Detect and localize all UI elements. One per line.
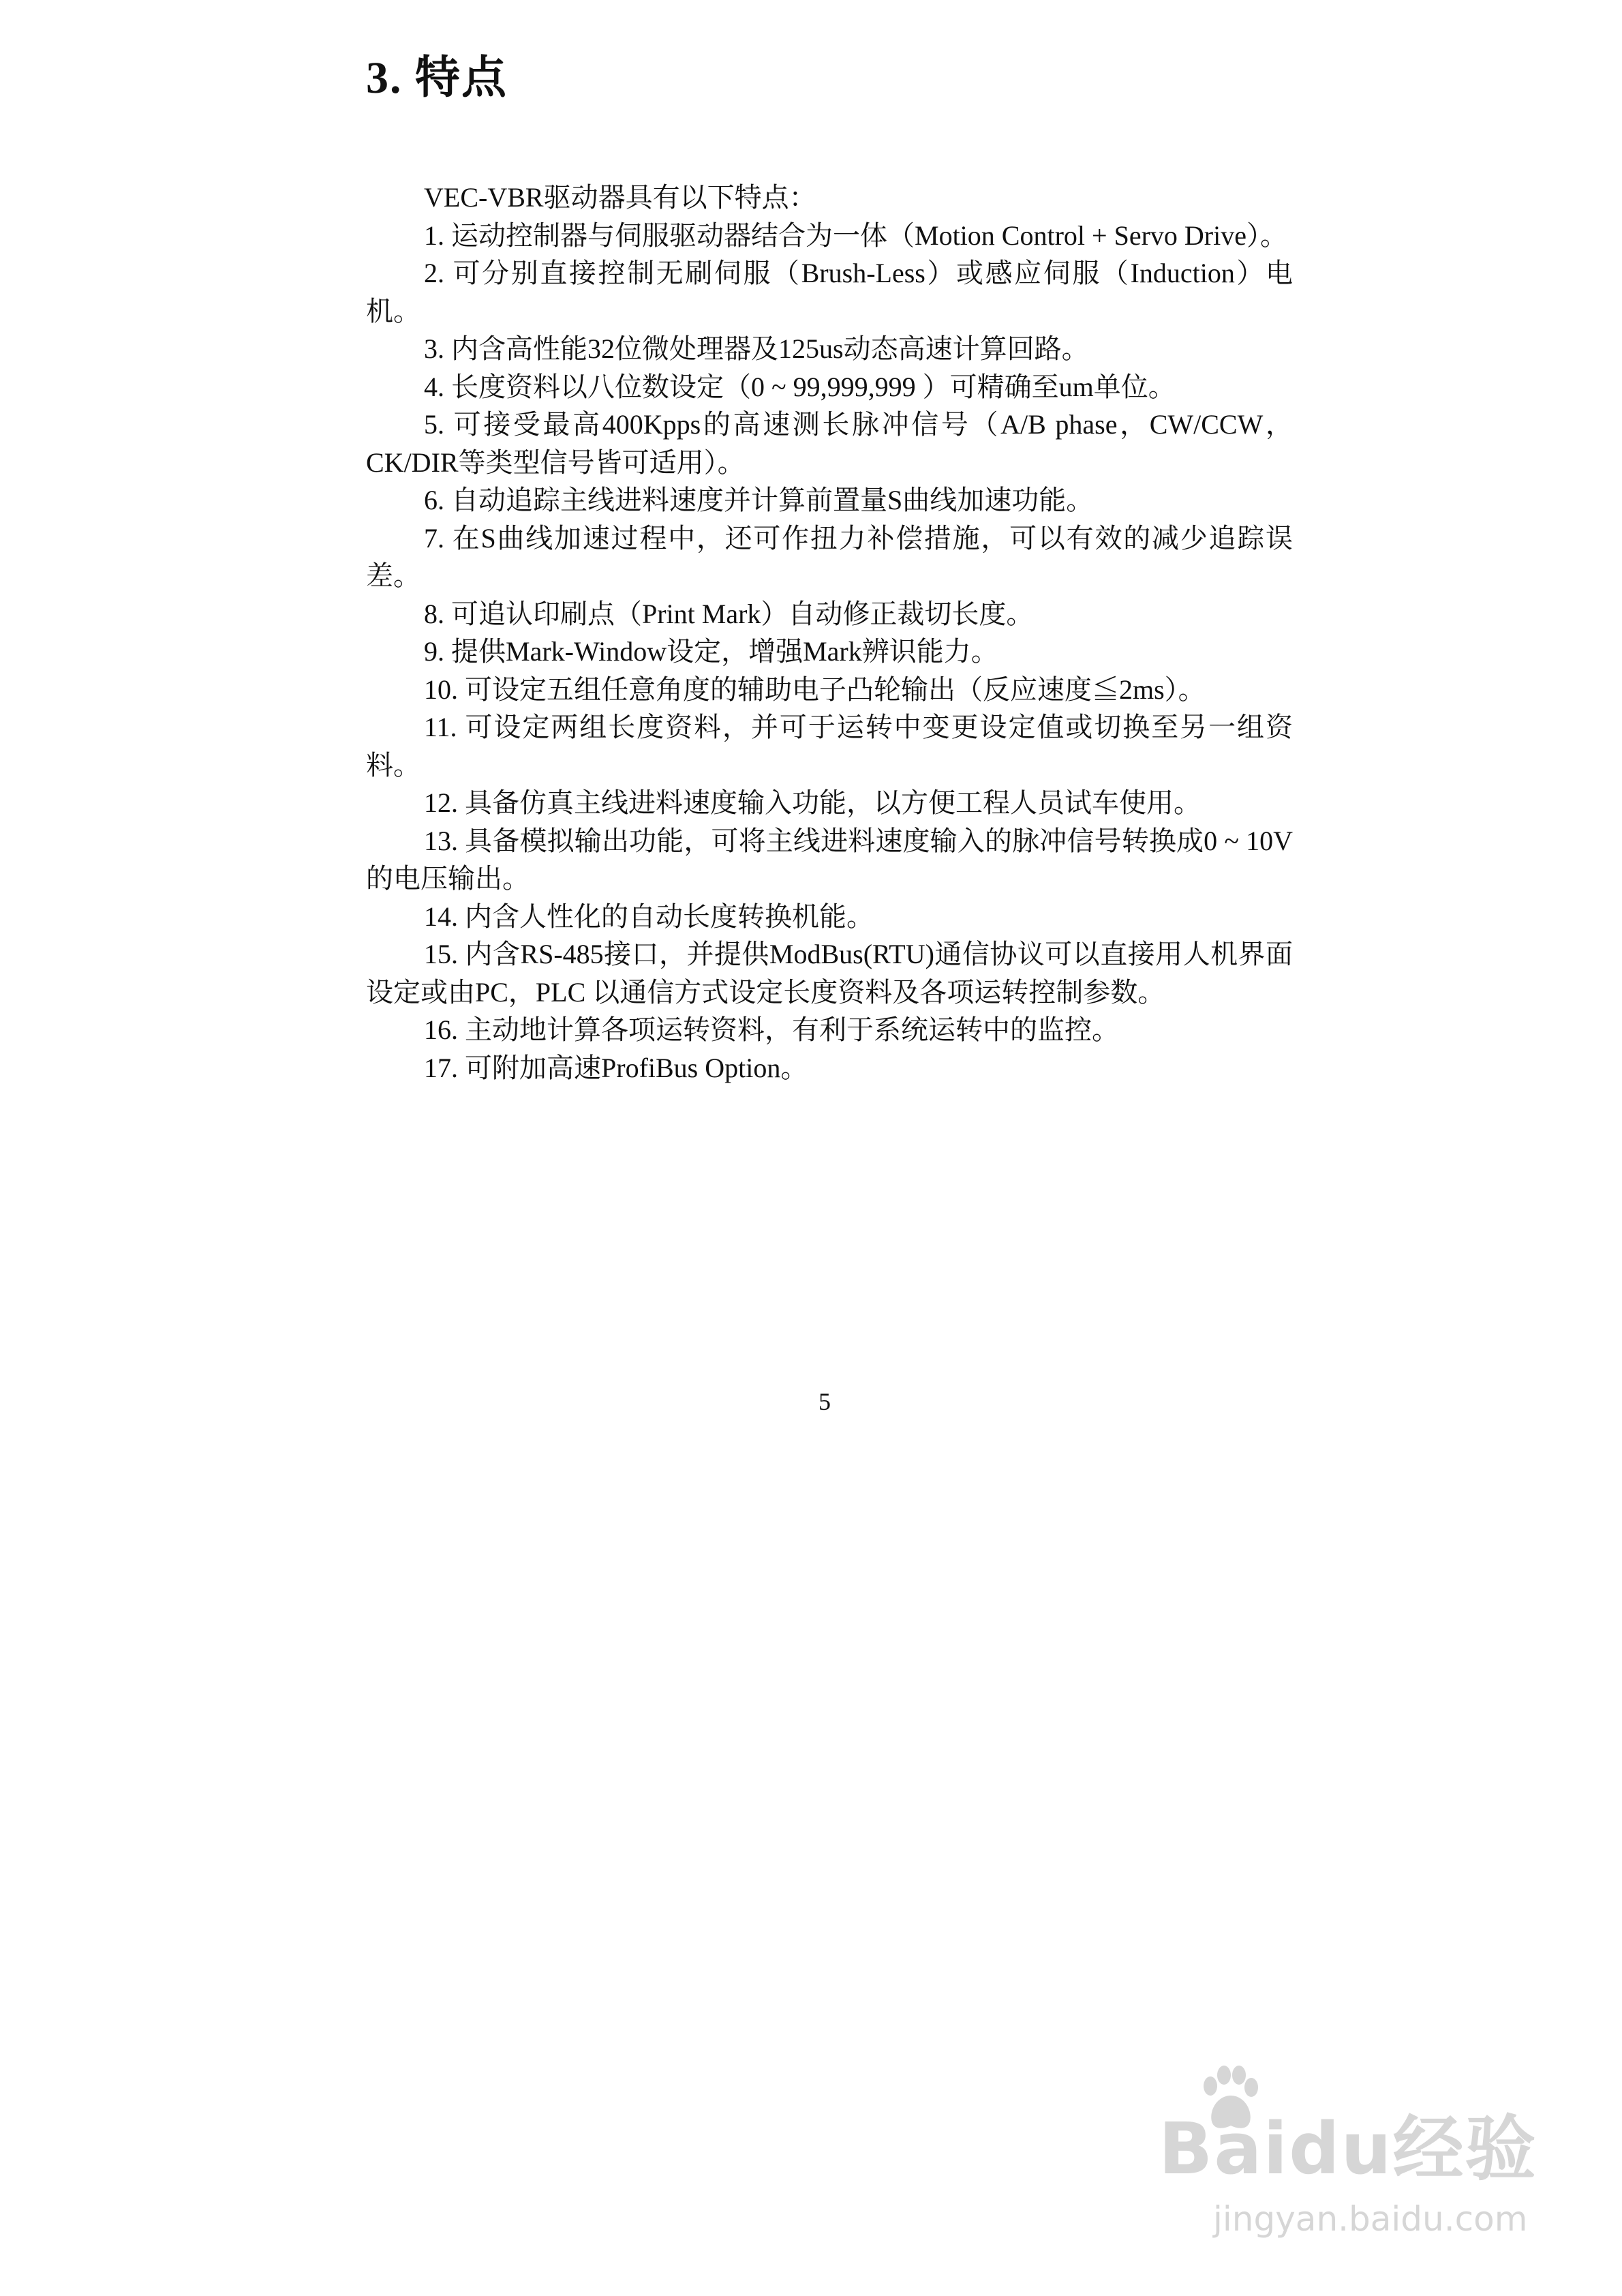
feature-item: 1. 运动控制器与伺服驱动器结合为一体（Motion Control + Servo Drive）。	[424, 220, 1287, 251]
feature-item: 4. 长度资料以八位数设定（0 ~ 99,999,999 ）可精确至um单位。	[424, 371, 1176, 402]
feature-item: 2. 可分别直接控制无刷伺服（Brush-Less）或感应伺服（Induction）电机。	[366, 258, 1293, 327]
feature-item: 11. 可设定两组长度资料，并可于运转中变更设定值或切换至另一组资料。	[366, 712, 1293, 781]
feature-item: 17. 可附加高速ProfiBus Option。	[424, 1052, 808, 1083]
intro-paragraph: VEC-VBR驱动器具有以下特点：	[424, 182, 816, 213]
watermark-brand: Baidu经验	[1159, 2107, 1537, 2190]
feature-item: 12. 具备仿真主线进料速度输入功能，以方便工程人员试车使用。	[424, 787, 1201, 818]
section-title: 3. 特点	[366, 53, 508, 103]
feature-item: 13. 具备模拟输出功能，可将主线进料速度输入的脉冲信号转换成0 ~ 10V的电压输出。	[366, 825, 1293, 894]
feature-list	[366, 179, 1293, 1087]
feature-item: 5. 可接受最高400Kpps的高速测长脉冲信号（A/B phase，CW/CCW，CK/DIR等类型信号皆可适用）。	[366, 409, 1293, 478]
feature-item: 14. 内含人性化的自动长度转换机能。	[424, 901, 874, 932]
feature-item: 6. 自动追踪主线进料速度并计算前置量S曲线加速功能。	[424, 485, 1094, 515]
feature-item: 3. 内含高性能32位微处理器及125us动态高速计算回路。	[424, 333, 1089, 364]
feature-item: 15. 内含RS-485接口，并提供ModBus(RTU)通信协议可以直接用人机界面设定或由PC，PLC 以通信方式设定长度资料及各项运转控制参数。	[366, 939, 1293, 1008]
feature-item: 9. 提供Mark-Window设定，增强Mark辨识能力。	[424, 636, 998, 667]
baidu-jingyan-watermark	[1090, 2066, 1567, 2270]
feature-item: 8. 可追认印刷点（Print Mark）自动修正裁切长度。	[424, 598, 1034, 629]
feature-item: 16. 主动地计算各项运转资料，有利于系统运转中的监控。	[424, 1014, 1119, 1045]
watermark-url: jingyan.baidu.com	[1213, 2199, 1528, 2239]
feature-item: 10. 可设定五组任意角度的辅助电子凸轮输出（反应速度≦2ms）。	[424, 674, 1206, 705]
feature-item: 7. 在S曲线加速过程中，还可作扭力补偿措施，可以有效的减少追踪误差。	[366, 522, 1293, 591]
page-number: 5	[818, 1388, 831, 1415]
